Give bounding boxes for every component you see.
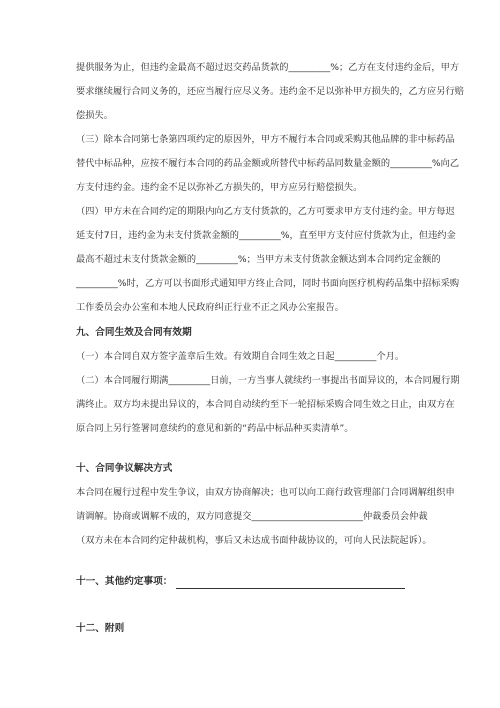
section-9-line-2: （二）本合同履行期满_________日前，一方当事人就续约一事提出书面异议的，本合同履行期 [76, 375, 460, 386]
section-11-heading: 十一、其他约定事项： [76, 576, 173, 587]
section-10-line-1: 本合同在履行过程中发生争议，由双方协商解决；也可以向工商行政管理部门合同调解组织申 [76, 487, 455, 498]
clause-4-line-1: （四）甲方未在合同约定的期限内向乙方支付货款的，乙方可要求甲方支付违约金。甲方每迟 [76, 206, 455, 217]
clause-4-line-5: 工作委员会办公室和本地人民政府纠正行业不正之风办公室报告。 [76, 302, 344, 313]
section-9-line-3: 满终止。双方均未提出异议的，本合同自动续约至下一轮招标采购合同生效之日止，由双方在 [76, 399, 455, 410]
section-9-heading: 九、合同生效及合同有效期 [76, 327, 192, 338]
other-terms-fill-line [176, 588, 405, 589]
breach-clause-line-2: 要求继续履行合同义务的，还应当履行应尽义务。违约金不足以弥补甲方损失的，乙方应另行赔 [76, 86, 464, 97]
breach-clause-line-1: 提供服务为止，但违约金最高不超过迟交药品货款的_________%；乙方在支付违约金后，甲方 [76, 62, 460, 73]
section-9-line-1: （一）本合同自双方签字盖章后生效。有效期自合同生效之日起_________个月。 [76, 351, 405, 362]
clause-4-line-4: _________%时，乙方可以书面形式通知甲方终止合同，同时书面向医疗机构药品集中招标采购 [76, 278, 460, 289]
clause-4-line-2: 延支付7日，违约金为未支付货款金额的_________%，直至甲方支付应付货款为止，但违约金 [76, 230, 456, 241]
clause-3-line-1: （三）除本合同第七条第四项约定的原因外，甲方不履行本合同或采购其他品牌的非中标药品 [76, 134, 455, 145]
section-10-line-2: 请调解。协商或调解不成的，双方同意提交________________________仲裁委员会仲裁 [76, 511, 428, 522]
section-10-heading: 十、合同争议解决方式 [76, 463, 173, 474]
clause-3-line-2: 替代中标品种，应按不履行本合同的药品金额或所替代中标药品同数量金额的_________%向乙 [76, 158, 460, 169]
clause-4-line-3: 最高不超过未支付货款金额的_________%；当甲方未支付货款金额达到本合同约定金额的 [76, 254, 441, 265]
breach-clause-line-3: 偿损失。 [76, 110, 113, 121]
section-9-line-4: 原合同上另行签署同意续约的意见和新的“药品中标品种买卖清单”。 [76, 423, 354, 434]
section-10-line-3: （双方未在本合同约定仲裁机构，事后又未达成书面仲裁协议的，可向人民法院起诉）。 [76, 535, 432, 546]
clause-3-line-3: 方支付违约金。违约金不足以弥补乙方损失的，甲方应另行赔偿损失。 [76, 182, 363, 193]
section-12-heading: 十二、附则 [76, 623, 125, 634]
